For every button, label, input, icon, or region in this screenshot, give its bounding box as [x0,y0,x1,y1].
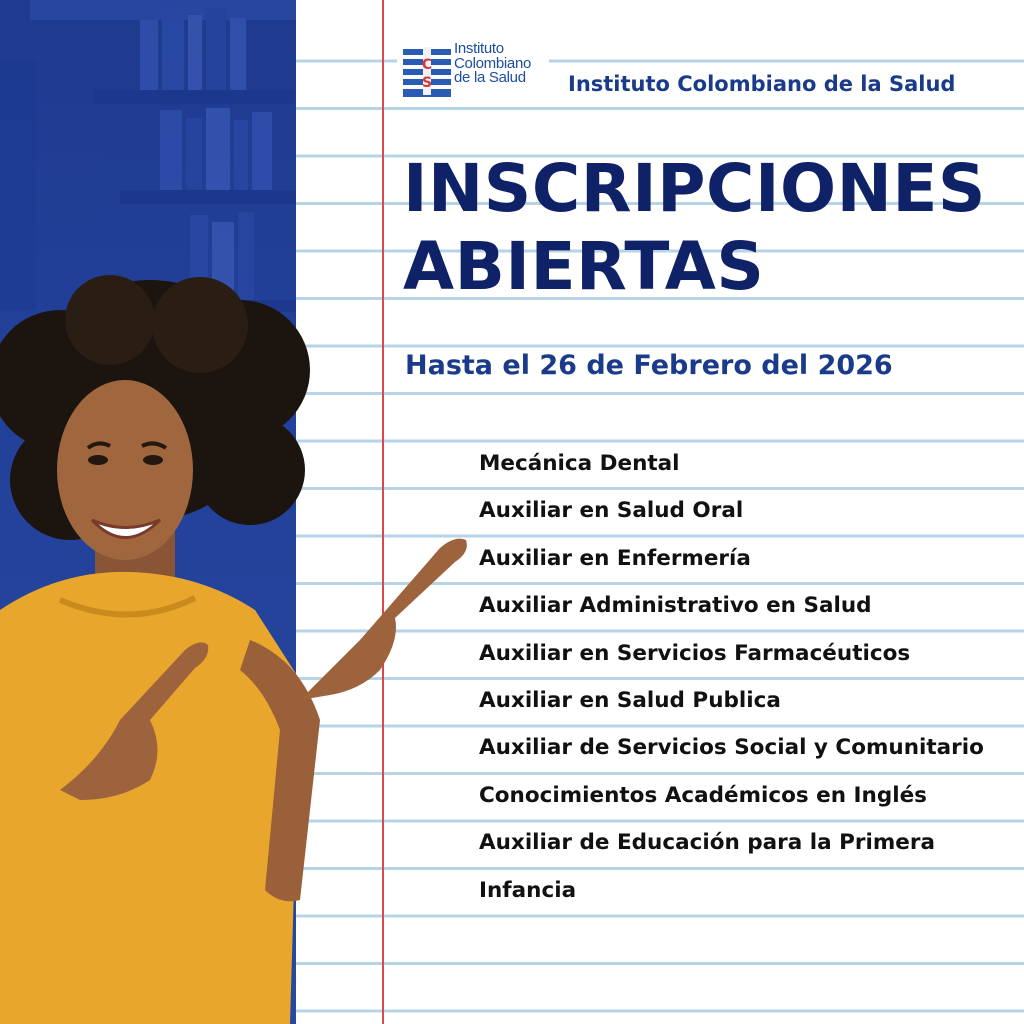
program-item: Auxiliar en Servicios Farmacéuticos [479,640,911,666]
woman-pointing-illustration [0,0,470,1024]
program-item: Conocimientos Académicos en Inglés [479,782,927,808]
program-item: Auxiliar de Servicios Social y Comunitario [479,735,984,761]
program-item: Auxiliar Administrativo en Salud [479,593,872,619]
program-item: Auxiliar en Enfermería [479,545,751,571]
headline-line-2: ABIERTAS [403,228,765,305]
program-item: Auxiliar en Salud Oral [479,498,744,524]
logo-line-2: Colombiano [454,54,532,72]
logo-line-1: Instituto [454,40,504,57]
pointing-hand-graphic [300,539,467,700]
caduceus-logo-icon [403,43,451,97]
svg-text:S: S [421,75,433,91]
yellow-shirt-graphic [0,572,300,1024]
program-list [479,440,984,914]
institute-logo [397,38,549,104]
headline-line-1: INSCRIPCIONES [403,150,986,227]
svg-text:C: C [421,57,433,73]
promo-photo [0,0,296,1024]
program-item: Auxiliar en Salud Publica [479,688,781,714]
institute-name: Instituto Colombiano de la Salud [568,72,956,96]
program-item: Mecánica Dental [479,451,680,476]
program-item: Infancia [479,877,577,903]
logo-wordmark [454,42,531,86]
headline [403,150,1003,306]
deadline-text: Hasta el 26 de Febrero del 2026 [405,350,893,381]
program-item: Auxiliar de Educación para la Primera [479,830,935,856]
logo-line-3: de la Salud [454,69,526,86]
